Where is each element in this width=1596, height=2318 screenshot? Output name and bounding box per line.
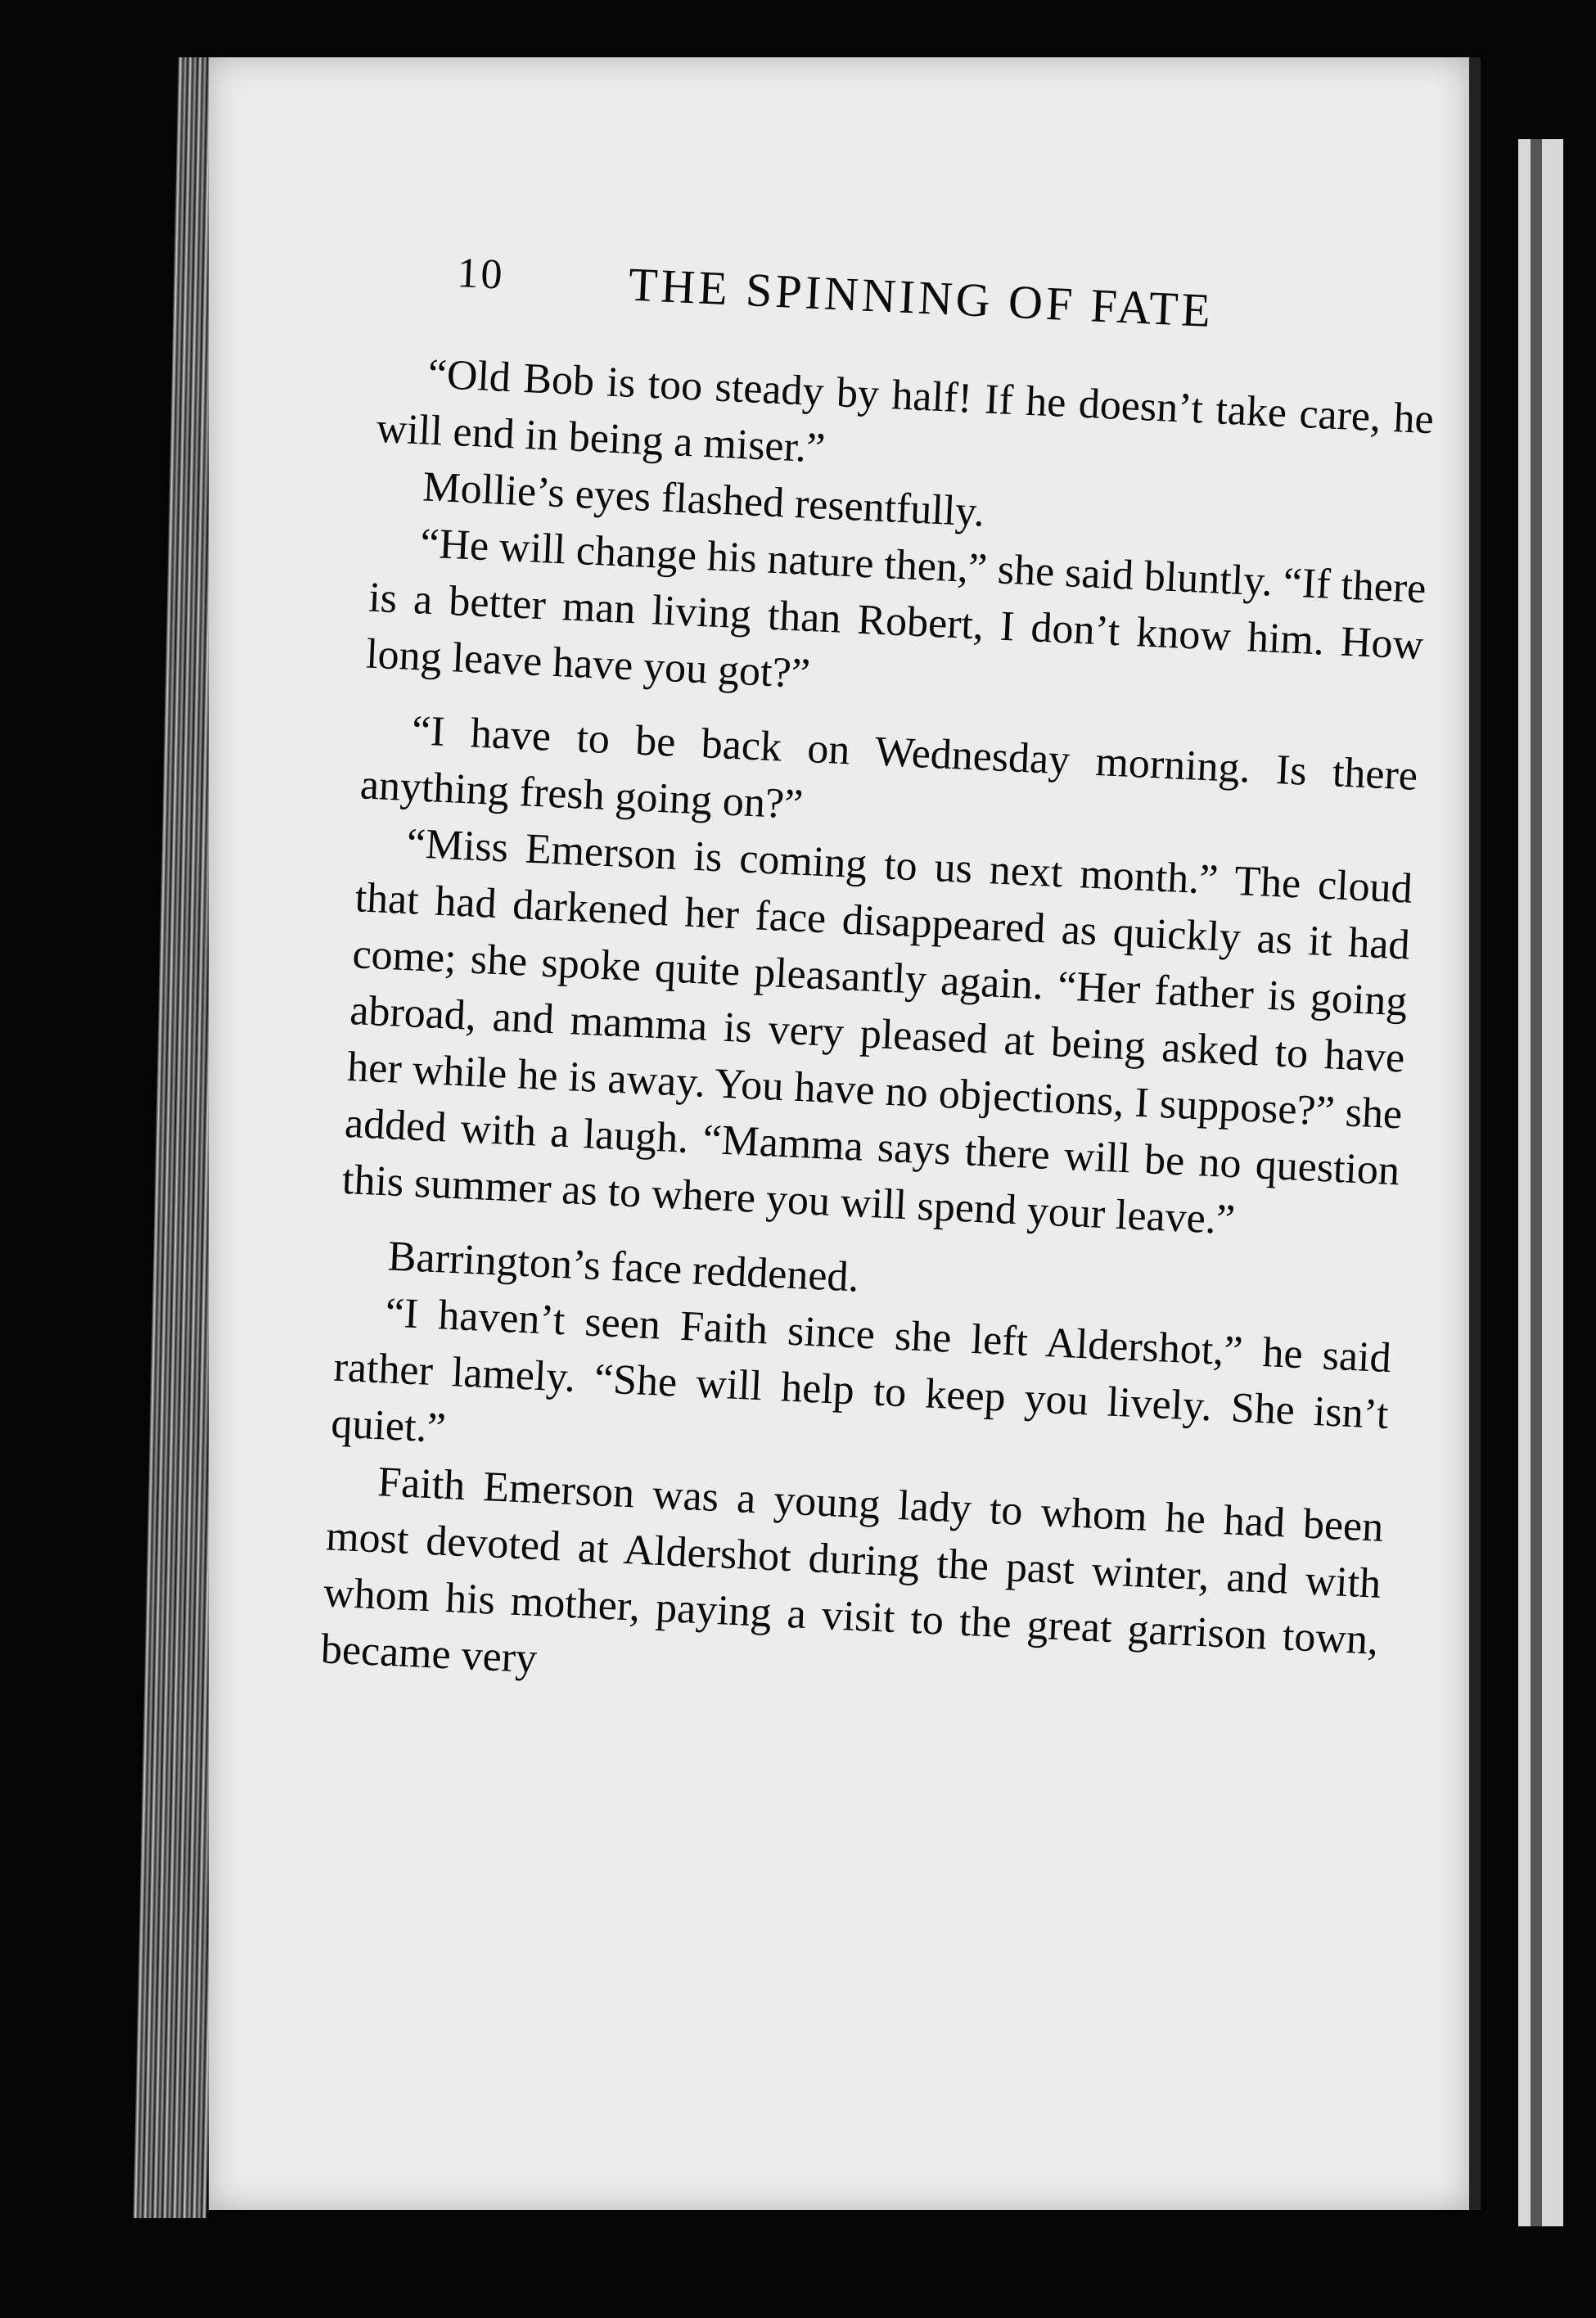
paragraph-4: “I have to be back on Wednesday morning. Is there anything fresh going on?” xyxy=(358,707,1419,828)
facing-page-edge xyxy=(1531,139,1542,2226)
paragraph-3: “He will change his nature then,” she said bluntly. “If there is a better man living than Robert, I don’t know him. How long leave have you got?” xyxy=(365,520,1427,698)
paragraph-6: Barrington’s face reddened. xyxy=(386,1233,860,1301)
paragraph-5: “Miss Emerson is coming to us next month.” The cloud that had darkened her face disappeared as quickly as it had come; she spoke quite pleasantly again. “Her father is going abroad, and mamma is very pleased at being asked to have her while he is away. You have no objections, I suppose?” she added with a laugh. “Mamma says there will be no question this summer as to where you will spend your leave.” xyxy=(340,820,1413,1244)
paragraph-7: “I haven’t seen Faith since she left Aldershot,” he said rather lamely. “She will help to keep you lively. She isn’t quiet.” xyxy=(330,1289,1392,1452)
running-title: THE SPINNING OF FATE xyxy=(627,257,1215,337)
paragraph-1: “Old Bob is too steady by half! If he doesn’t take care, he will end in being a miser.” xyxy=(375,350,1435,472)
paragraph-2: Mollie’s eyes flashed resentfully. xyxy=(422,463,986,536)
page-number: 10 xyxy=(456,250,506,299)
page-text-block xyxy=(320,246,1440,1725)
paragraph-8: Faith Emerson was a young lady to whom he had been most devoted at Aldershot during the past winter, and with whom his mother, paying a visit to the great garrison town, became very xyxy=(319,1459,1385,1683)
